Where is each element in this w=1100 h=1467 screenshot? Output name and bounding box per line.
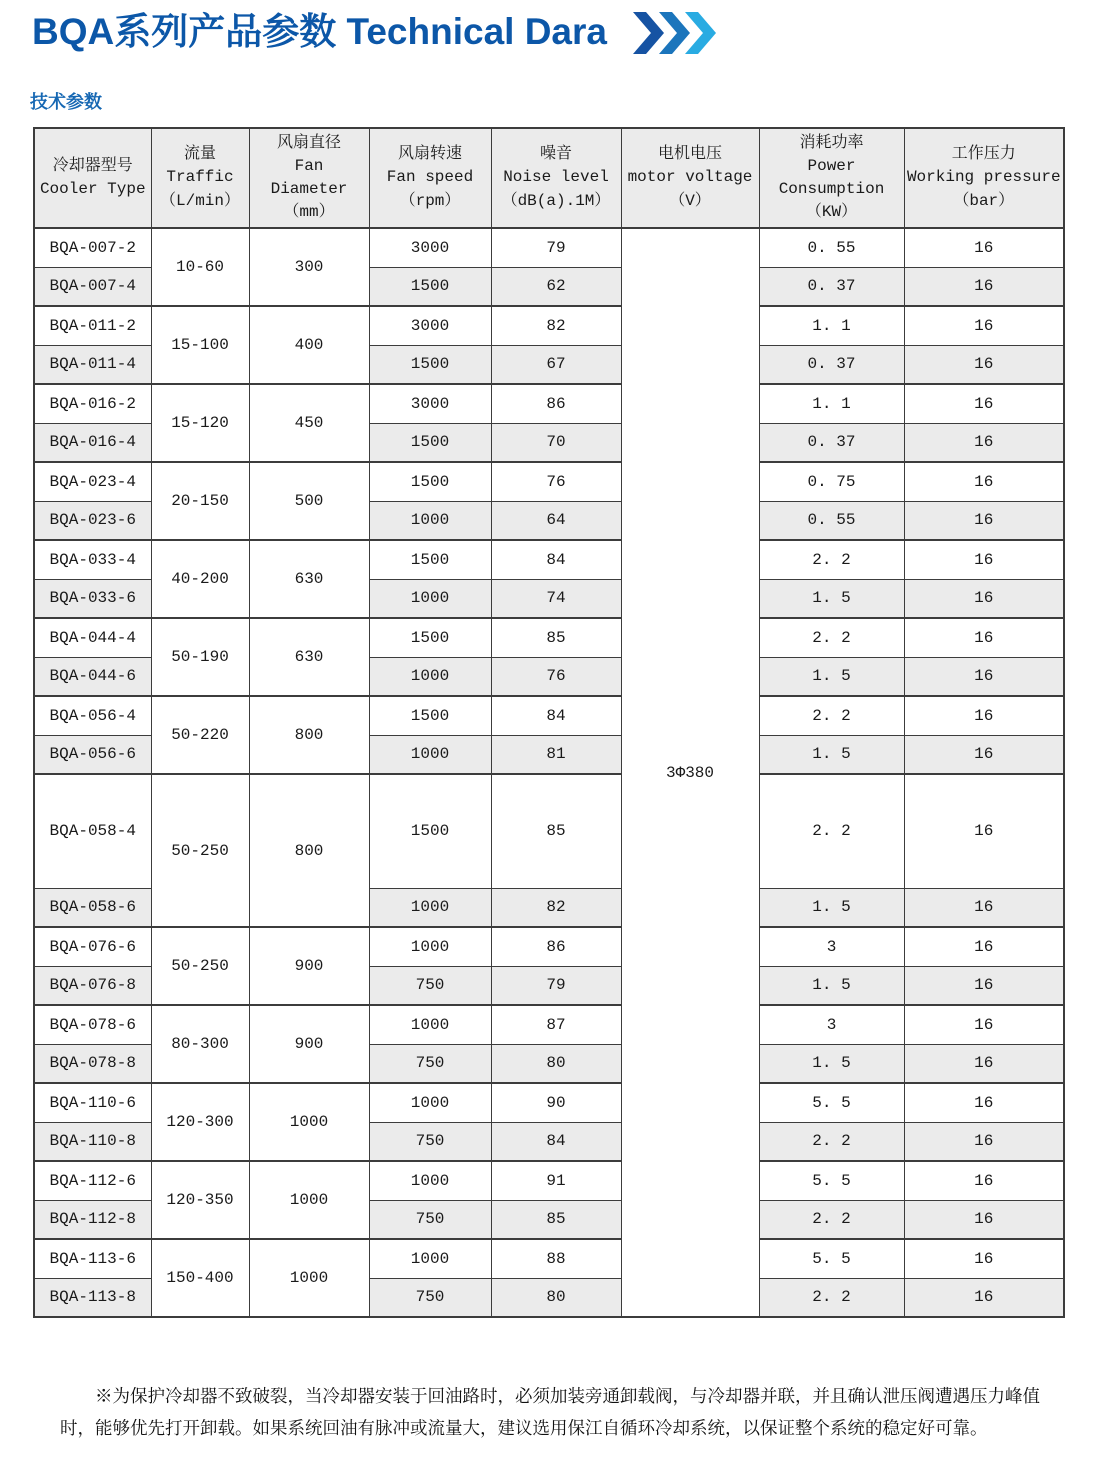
cell-fan-speed: 1500 xyxy=(369,267,491,306)
cell-fan-speed: 1500 xyxy=(369,618,491,657)
cell-power-consumption: 0. 37 xyxy=(759,267,904,306)
cell-traffic: 150-400 xyxy=(151,1239,249,1317)
table-row xyxy=(34,228,1064,267)
cell-model: BQA-112-6 xyxy=(34,1161,151,1200)
col-header-line: 工作压力 xyxy=(951,145,1016,164)
cell-noise-level: 67 xyxy=(491,345,621,384)
cell-traffic: 120-350 xyxy=(151,1161,249,1239)
table-header xyxy=(34,128,1064,228)
cell-diameter: 400 xyxy=(249,306,369,384)
cell-power-consumption: 1. 5 xyxy=(759,1044,904,1083)
cell-working-pressure: 16 xyxy=(904,888,1064,927)
cell-motor-voltage: 3Φ380 xyxy=(621,228,759,1317)
cell-working-pressure: 16 xyxy=(904,423,1064,462)
col-header-model xyxy=(34,128,151,228)
table-row xyxy=(34,927,1064,966)
cell-fan-speed: 3000 xyxy=(369,384,491,423)
technical-parameters-table xyxy=(33,127,1065,1318)
cell-diameter: 1000 xyxy=(249,1239,369,1317)
col-header-line: Fan Diameter xyxy=(270,156,348,198)
table-row xyxy=(34,384,1064,423)
cell-working-pressure: 16 xyxy=(904,696,1064,735)
col-header-line: （KW） xyxy=(805,203,858,222)
cell-power-consumption: 2. 2 xyxy=(759,696,904,735)
cell-model: BQA-023-4 xyxy=(34,462,151,501)
col-header-line: 流量 xyxy=(183,145,216,164)
cell-fan-speed: 1500 xyxy=(369,345,491,384)
cell-diameter: 900 xyxy=(249,1005,369,1083)
col-header-line: （L/min） xyxy=(159,191,240,210)
cell-noise-level: 87 xyxy=(491,1005,621,1044)
cell-model: BQA-076-8 xyxy=(34,966,151,1005)
table-body xyxy=(34,228,1064,1317)
cell-diameter: 800 xyxy=(249,696,369,774)
cell-fan-speed: 750 xyxy=(369,1122,491,1161)
cell-fan-speed: 750 xyxy=(369,1044,491,1083)
triple-chevron-right-icon xyxy=(633,12,717,56)
cell-power-consumption: 2. 2 xyxy=(759,618,904,657)
table-header-row xyxy=(34,128,1064,228)
cell-noise-level: 76 xyxy=(491,462,621,501)
cell-fan-speed: 1000 xyxy=(369,1005,491,1044)
col-header-line: Consumption xyxy=(778,180,885,198)
col-header-line: 电机电压 xyxy=(657,145,722,164)
cell-fan-speed: 1500 xyxy=(369,774,491,888)
cell-working-pressure: 16 xyxy=(904,735,1064,774)
cell-model: BQA-033-4 xyxy=(34,540,151,579)
cell-power-consumption: 5. 5 xyxy=(759,1083,904,1122)
cell-power-consumption: 5. 5 xyxy=(759,1239,904,1278)
cell-fan-speed: 1000 xyxy=(369,1161,491,1200)
col-header-voltage xyxy=(621,128,759,228)
cell-model: BQA-007-4 xyxy=(34,267,151,306)
cell-noise-level: 80 xyxy=(491,1278,621,1317)
cell-model: BQA-058-6 xyxy=(34,888,151,927)
cell-noise-level: 84 xyxy=(491,540,621,579)
cell-power-consumption: 1. 5 xyxy=(759,966,904,1005)
cell-noise-level: 85 xyxy=(491,618,621,657)
cell-working-pressure: 16 xyxy=(904,927,1064,966)
col-header-line: Power xyxy=(807,156,856,175)
cell-working-pressure: 16 xyxy=(904,1161,1064,1200)
col-header-traffic xyxy=(151,128,249,228)
col-header-line: Fan speed xyxy=(386,168,474,187)
cell-working-pressure: 16 xyxy=(904,540,1064,579)
cell-noise-level: 86 xyxy=(491,927,621,966)
cell-working-pressure: 16 xyxy=(904,966,1064,1005)
title-row xyxy=(32,8,1070,56)
cell-power-consumption: 3 xyxy=(759,927,904,966)
cell-working-pressure: 16 xyxy=(904,1005,1064,1044)
cell-diameter: 1000 xyxy=(249,1083,369,1161)
cell-power-consumption: 1. 1 xyxy=(759,306,904,345)
cell-traffic: 50-220 xyxy=(151,696,249,774)
cell-model: BQA-078-8 xyxy=(34,1044,151,1083)
cell-working-pressure: 16 xyxy=(904,657,1064,696)
cell-working-pressure: 16 xyxy=(904,267,1064,306)
cell-working-pressure: 16 xyxy=(904,774,1064,888)
cell-model: BQA-056-4 xyxy=(34,696,151,735)
cell-working-pressure: 16 xyxy=(904,1044,1064,1083)
table-row xyxy=(34,1083,1064,1122)
cell-model: BQA-112-8 xyxy=(34,1200,151,1239)
cell-noise-level: 85 xyxy=(491,774,621,888)
col-header-line: （dB(a).1M） xyxy=(501,191,611,210)
cell-working-pressure: 16 xyxy=(904,384,1064,423)
cell-power-consumption: 1. 5 xyxy=(759,579,904,618)
cell-model: BQA-023-6 xyxy=(34,501,151,540)
col-header-line: 风扇直径 xyxy=(276,133,341,152)
cell-noise-level: 80 xyxy=(491,1044,621,1083)
cell-fan-speed: 1000 xyxy=(369,1239,491,1278)
cell-fan-speed: 1500 xyxy=(369,540,491,579)
cell-power-consumption: 0. 55 xyxy=(759,501,904,540)
table-row xyxy=(34,1161,1064,1200)
cell-diameter: 630 xyxy=(249,540,369,618)
cell-working-pressure: 16 xyxy=(904,1239,1064,1278)
col-header-power xyxy=(759,128,904,228)
cell-model: BQA-011-2 xyxy=(34,306,151,345)
col-header-diameter xyxy=(249,128,369,228)
cell-traffic: 50-250 xyxy=(151,774,249,927)
cell-working-pressure: 16 xyxy=(904,501,1064,540)
table-row xyxy=(34,774,1064,888)
page-title: BQA系列产品参数 Technical Dara xyxy=(32,10,607,52)
cell-power-consumption: 0. 37 xyxy=(759,345,904,384)
col-header-speed xyxy=(369,128,491,228)
cell-model: BQA-011-4 xyxy=(34,345,151,384)
cell-noise-level: 76 xyxy=(491,657,621,696)
cell-traffic: 15-120 xyxy=(151,384,249,462)
col-header-line: 消耗功率 xyxy=(799,133,864,152)
cell-traffic: 50-250 xyxy=(151,927,249,1005)
cell-power-consumption: 2. 2 xyxy=(759,1278,904,1317)
cell-power-consumption: 0. 55 xyxy=(759,228,904,267)
cell-noise-level: 64 xyxy=(491,501,621,540)
cell-fan-speed: 1500 xyxy=(369,462,491,501)
cell-working-pressure: 16 xyxy=(904,1122,1064,1161)
cell-noise-level: 88 xyxy=(491,1239,621,1278)
cell-power-consumption: 2. 2 xyxy=(759,1200,904,1239)
table-row xyxy=(34,306,1064,345)
cell-noise-level: 84 xyxy=(491,1122,621,1161)
cell-noise-level: 74 xyxy=(491,579,621,618)
cell-diameter: 300 xyxy=(249,228,369,306)
footnote: ※为保护冷却器不致破裂，当冷却器安装于回油路时，必须加装旁通卸载阀，与冷却器并联，并且确认泄压阀遭遇压力峰值时，能够优先打开卸载。如果系统回油有脉冲或流量大，建议选用保江自循环冷却系统，以保证整个系统的稳定好可靠。 xyxy=(60,1388,1040,1441)
cell-noise-level: 91 xyxy=(491,1161,621,1200)
cell-noise-level: 90 xyxy=(491,1083,621,1122)
cell-working-pressure: 16 xyxy=(904,579,1064,618)
cell-working-pressure: 16 xyxy=(904,345,1064,384)
cell-diameter: 800 xyxy=(249,774,369,927)
table-row xyxy=(34,618,1064,657)
col-header-line: 噪音 xyxy=(539,145,572,164)
cell-model: BQA-110-8 xyxy=(34,1122,151,1161)
cell-noise-level: 62 xyxy=(491,267,621,306)
col-header-line: （bar） xyxy=(953,191,1015,210)
cell-diameter: 900 xyxy=(249,927,369,1005)
cell-diameter: 630 xyxy=(249,618,369,696)
col-header-line: Traffic xyxy=(166,168,234,187)
cell-noise-level: 82 xyxy=(491,306,621,345)
cell-noise-level: 82 xyxy=(491,888,621,927)
cell-working-pressure: 16 xyxy=(904,618,1064,657)
cell-fan-speed: 1500 xyxy=(369,696,491,735)
cell-traffic: 10-60 xyxy=(151,228,249,306)
col-header-noise xyxy=(491,128,621,228)
cell-model: BQA-113-8 xyxy=(34,1278,151,1317)
cell-fan-speed: 750 xyxy=(369,1200,491,1239)
cell-traffic: 120-300 xyxy=(151,1083,249,1161)
col-header-line: （mm） xyxy=(283,203,335,222)
cell-working-pressure: 16 xyxy=(904,462,1064,501)
table-row xyxy=(34,1239,1064,1278)
section-subtitle: 技术参数 xyxy=(30,92,102,112)
cell-diameter: 1000 xyxy=(249,1161,369,1239)
col-header-line: （V） xyxy=(669,191,711,210)
cell-power-consumption: 0. 37 xyxy=(759,423,904,462)
cell-working-pressure: 16 xyxy=(904,306,1064,345)
col-header-pressure xyxy=(904,128,1064,228)
cell-noise-level: 86 xyxy=(491,384,621,423)
col-header-line: Working pressure xyxy=(906,168,1061,187)
cell-model: BQA-033-6 xyxy=(34,579,151,618)
cell-model: BQA-044-4 xyxy=(34,618,151,657)
col-header-line: 风扇转速 xyxy=(397,145,462,164)
cell-noise-level: 79 xyxy=(491,966,621,1005)
cell-working-pressure: 16 xyxy=(904,1200,1064,1239)
cell-model: BQA-058-4 xyxy=(34,774,151,888)
cell-fan-speed: 3000 xyxy=(369,228,491,267)
cell-model: BQA-056-6 xyxy=(34,735,151,774)
cell-model: BQA-110-6 xyxy=(34,1083,151,1122)
cell-fan-speed: 1500 xyxy=(369,423,491,462)
col-header-line: （rpm） xyxy=(399,191,461,210)
cell-power-consumption: 2. 2 xyxy=(759,540,904,579)
cell-diameter: 450 xyxy=(249,384,369,462)
cell-traffic: 80-300 xyxy=(151,1005,249,1083)
cell-model: BQA-016-4 xyxy=(34,423,151,462)
cell-fan-speed: 1000 xyxy=(369,927,491,966)
cell-traffic: 50-190 xyxy=(151,618,249,696)
cell-fan-speed: 1000 xyxy=(369,1083,491,1122)
cell-traffic: 15-100 xyxy=(151,306,249,384)
cell-model: BQA-078-6 xyxy=(34,1005,151,1044)
cell-noise-level: 70 xyxy=(491,423,621,462)
cell-power-consumption: 1. 5 xyxy=(759,657,904,696)
cell-power-consumption: 0. 75 xyxy=(759,462,904,501)
table-row xyxy=(34,696,1064,735)
cell-noise-level: 85 xyxy=(491,1200,621,1239)
cell-model: BQA-113-6 xyxy=(34,1239,151,1278)
cell-traffic: 20-150 xyxy=(151,462,249,540)
table-row xyxy=(34,1005,1064,1044)
cell-working-pressure: 16 xyxy=(904,1278,1064,1317)
col-header-line: motor voltage xyxy=(627,168,753,187)
cell-fan-speed: 3000 xyxy=(369,306,491,345)
cell-noise-level: 81 xyxy=(491,735,621,774)
cell-model: BQA-016-2 xyxy=(34,384,151,423)
cell-traffic: 40-200 xyxy=(151,540,249,618)
cell-power-consumption: 5. 5 xyxy=(759,1161,904,1200)
cell-fan-speed: 750 xyxy=(369,966,491,1005)
cell-fan-speed: 1000 xyxy=(369,501,491,540)
cell-fan-speed: 1000 xyxy=(369,579,491,618)
cell-noise-level: 84 xyxy=(491,696,621,735)
cell-noise-level: 79 xyxy=(491,228,621,267)
cell-power-consumption: 1. 5 xyxy=(759,888,904,927)
cell-fan-speed: 1000 xyxy=(369,888,491,927)
cell-working-pressure: 16 xyxy=(904,228,1064,267)
cell-working-pressure: 16 xyxy=(904,1083,1064,1122)
table-row xyxy=(34,540,1064,579)
cell-fan-speed: 1000 xyxy=(369,735,491,774)
cell-model: BQA-007-2 xyxy=(34,228,151,267)
cell-power-consumption: 2. 2 xyxy=(759,1122,904,1161)
cell-diameter: 500 xyxy=(249,462,369,540)
table-row xyxy=(34,462,1064,501)
col-header-line: 冷却器型号 xyxy=(52,156,133,175)
cell-model: BQA-044-6 xyxy=(34,657,151,696)
cell-power-consumption: 1. 1 xyxy=(759,384,904,423)
cell-power-consumption: 2. 2 xyxy=(759,774,904,888)
col-header-line: Cooler Type xyxy=(39,180,146,198)
cell-fan-speed: 750 xyxy=(369,1278,491,1317)
col-header-line: Noise level xyxy=(503,168,609,187)
cell-power-consumption: 3 xyxy=(759,1005,904,1044)
cell-power-consumption: 1. 5 xyxy=(759,735,904,774)
cell-model: BQA-076-6 xyxy=(34,927,151,966)
cell-fan-speed: 1000 xyxy=(369,657,491,696)
